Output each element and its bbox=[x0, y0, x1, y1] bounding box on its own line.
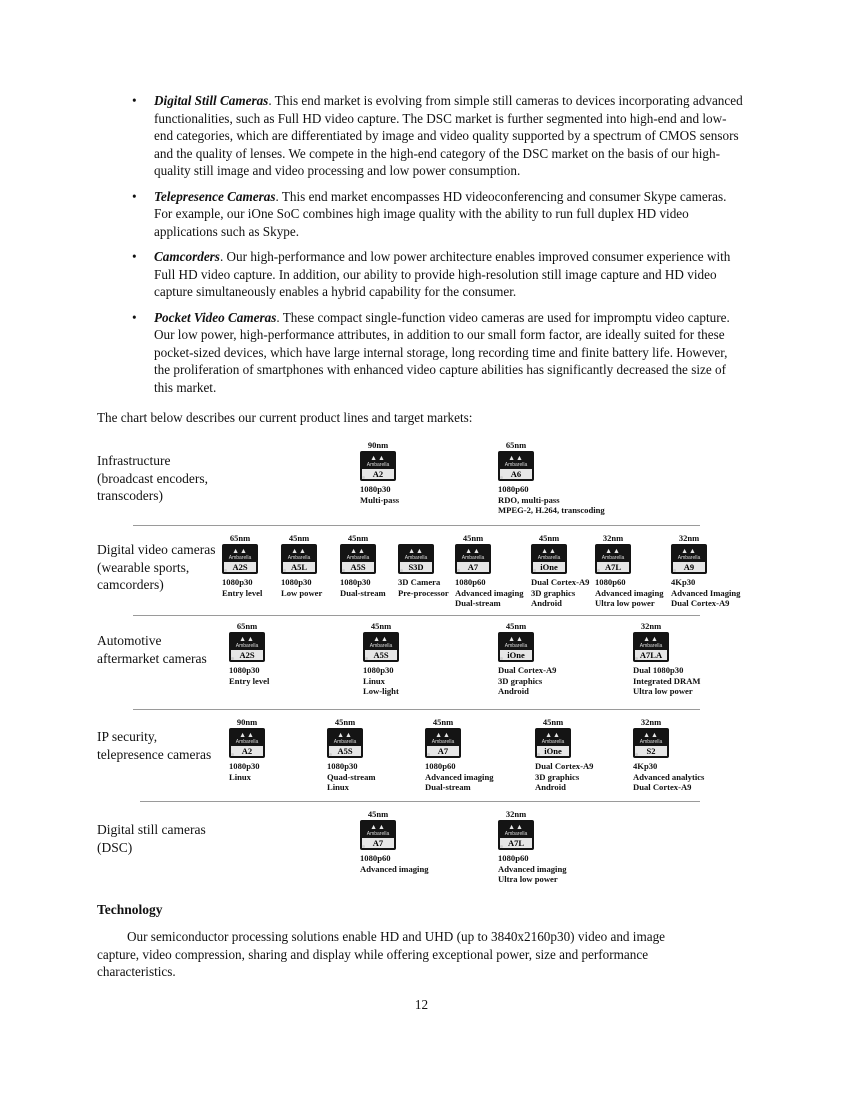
process-node: 45nm bbox=[334, 717, 356, 727]
process-node: 45nm bbox=[542, 717, 564, 727]
chip-package bbox=[535, 728, 571, 758]
chip-feature: Low-light bbox=[363, 686, 399, 696]
ambarella-logo-icon: ▲▲ bbox=[373, 635, 389, 643]
chip-feature: Multi-pass bbox=[360, 494, 400, 505]
chip-name: iOne bbox=[533, 562, 565, 572]
process-node: 45nm bbox=[367, 809, 389, 819]
chip-brand: Ambarella bbox=[677, 555, 701, 561]
chip-feature: Advanced imaging bbox=[360, 863, 429, 874]
pin-dot-icon bbox=[224, 569, 227, 572]
chip-package bbox=[498, 820, 534, 850]
chip-name: A2S bbox=[231, 650, 263, 660]
technology-body: Our semiconductor processing solutions enable HD and UHD (up to 3840x2160p30) video and image capture, video compression, sharing and display while offering exceptional power, size and performance characteristics. bbox=[97, 929, 666, 979]
chip-brand: Ambarella bbox=[504, 831, 528, 837]
bullet-text: . These compact single-function video cameras are used for impromptu video capture. Our low power, high-performance attributes, in addition to our small form factor, are ideally suited for these pocket-sized devices, which have large internal storage, long recording time and finite battery life. However, the proliferation of smartphones with enhanced video capture abilities has significantly decreased the size of this market. bbox=[154, 309, 730, 395]
ambarella-logo-icon: ▲▲ bbox=[681, 547, 697, 555]
chip-brand: Ambarella bbox=[366, 831, 390, 837]
pin-dot-icon bbox=[500, 657, 503, 660]
chip-features bbox=[498, 484, 638, 516]
chip-feature: 1080p60 bbox=[595, 577, 626, 587]
chip-name: A5L bbox=[283, 562, 315, 572]
pin-dot-icon bbox=[362, 845, 365, 848]
ambarella-logo-icon: ▲▲ bbox=[370, 823, 386, 831]
chip-brand: Ambarella bbox=[504, 643, 528, 649]
chip-package bbox=[498, 451, 534, 481]
chip-brand: Ambarella bbox=[601, 555, 625, 561]
market-row-label: Digital still cameras (DSC) bbox=[97, 822, 206, 855]
chip-card bbox=[498, 621, 638, 697]
chart-intro: The chart below describes our current product lines and target markets: bbox=[97, 410, 473, 425]
chip-brand: Ambarella bbox=[235, 739, 259, 745]
chip-features bbox=[671, 577, 811, 609]
process-node: 90nm bbox=[236, 717, 258, 727]
pin-dot-icon bbox=[231, 657, 234, 660]
chip-feature: Pre-processor bbox=[398, 587, 449, 598]
chip-card bbox=[360, 809, 500, 874]
ambarella-logo-icon: ▲▲ bbox=[232, 547, 248, 555]
chip-feature: Advanced imaging bbox=[455, 587, 524, 598]
chip-brand: Ambarella bbox=[346, 555, 370, 561]
pin-dot-icon bbox=[635, 753, 638, 756]
chip-name: iOne bbox=[537, 746, 569, 756]
chip-name: A5S bbox=[365, 650, 397, 660]
chip-card bbox=[633, 621, 773, 697]
ambarella-logo-icon: ▲▲ bbox=[239, 731, 255, 739]
chip-features bbox=[360, 484, 500, 505]
chip-package bbox=[633, 728, 669, 758]
chip-name: S3D bbox=[400, 562, 432, 572]
chip-package bbox=[222, 544, 258, 574]
chip-brand: Ambarella bbox=[404, 555, 428, 561]
chip-feature: Dual 1080p30 bbox=[633, 665, 684, 675]
chip-brand: Ambarella bbox=[504, 462, 528, 468]
process-node: 32nm bbox=[678, 533, 700, 543]
chip-name: A6 bbox=[500, 469, 532, 479]
chip-feature: 1080p60 bbox=[498, 484, 529, 494]
chip-feature: Android bbox=[531, 598, 562, 608]
chip-brand: Ambarella bbox=[541, 739, 565, 745]
row-divider bbox=[133, 525, 700, 526]
chip-feature: Dual Cortex-A9 bbox=[633, 782, 692, 792]
ambarella-logo-icon: ▲▲ bbox=[508, 454, 524, 462]
bullet-text: . This end market encompasses HD videoconferencing and consumer Skype cameras. For example, our iOne SoC combines high image quality with the ability to run full duplex HD video applications such as Skype. bbox=[154, 188, 727, 239]
bullet-pocket-video-cameras: • Pocket Video Cameras. These compact single-function video cameras are used for impromptu video capture. Our low power, high-performance attributes, in addition to our small form factor, are ideally suited for these pocket-sized devices, which have large internal storage, long recording time and finite battery life. However, the proliferation of smartphones with enhanced video capture abilities has significantly decreased the size of this market. bbox=[132, 309, 730, 395]
chip-feature: 3D graphics bbox=[535, 771, 580, 782]
ambarella-logo-icon: ▲▲ bbox=[370, 454, 386, 462]
chip-feature: Advanced Imaging bbox=[671, 587, 741, 598]
chip-name: S2 bbox=[635, 746, 667, 756]
pin-dot-icon bbox=[533, 569, 536, 572]
bullet-title: Pocket Video Cameras bbox=[154, 309, 277, 325]
chip-feature: Dual-stream bbox=[425, 782, 471, 792]
chip-feature: Quad-stream bbox=[327, 771, 376, 782]
chip-feature: Advanced imaging bbox=[595, 587, 664, 598]
chip-feature: 1080p60 bbox=[498, 853, 529, 863]
chip-brand: Ambarella bbox=[461, 555, 485, 561]
ambarella-logo-icon: ▲▲ bbox=[239, 635, 255, 643]
chip-feature: 1080p60 bbox=[455, 577, 486, 587]
chip-feature: Entry level bbox=[229, 675, 270, 686]
chip-feature: Advanced imaging bbox=[425, 771, 494, 782]
chip-name: A2 bbox=[362, 469, 394, 479]
row-divider bbox=[133, 615, 700, 616]
process-node: 90nm bbox=[367, 440, 389, 450]
chip-feature: Ultra low power bbox=[498, 874, 558, 884]
chip-feature: Dual-stream bbox=[455, 598, 501, 608]
chip-features bbox=[633, 665, 773, 697]
chip-brand: Ambarella bbox=[287, 555, 311, 561]
market-row-label: Infrastructure (broadcast encoders, transcoders) bbox=[97, 453, 208, 503]
bullet-digital-still-cameras: • Digital Still Cameras. This end market is evolving from simple still cameras to devices incorporating advanced functionalities, such as Full HD video capture. The DSC market is further segmented into high-end and low-end categories, which are differentiated by image and video quality supported by a spectrum of CMOS sensors and the quality of lenses. We compete in the high-end category of the DSC market on the basis of our high-quality still image and video processing and low power consumption. bbox=[132, 93, 743, 178]
chip-package bbox=[327, 728, 363, 758]
chip-card bbox=[671, 533, 811, 609]
chip-card bbox=[633, 717, 773, 793]
chip-feature: 1080p30 bbox=[229, 761, 260, 771]
chip-features bbox=[498, 665, 638, 697]
ambarella-logo-icon: ▲▲ bbox=[605, 547, 621, 555]
chip-card bbox=[498, 809, 638, 885]
chip-brand: Ambarella bbox=[369, 643, 393, 649]
chip-brand: Ambarella bbox=[333, 739, 357, 745]
chip-name: A7 bbox=[427, 746, 459, 756]
chip-feature: 1080p30 bbox=[222, 577, 253, 587]
chip-feature: 1080p30 bbox=[340, 577, 371, 587]
bullet-title: Telepresence Cameras bbox=[154, 188, 276, 204]
chip-name: A7L bbox=[597, 562, 629, 572]
chip-brand: Ambarella bbox=[366, 462, 390, 468]
pin-dot-icon bbox=[500, 845, 503, 848]
chip-package bbox=[531, 544, 567, 574]
ambarella-logo-icon: ▲▲ bbox=[408, 547, 424, 555]
process-node: 45nm bbox=[432, 717, 454, 727]
ambarella-logo-icon: ▲▲ bbox=[435, 731, 451, 739]
chip-name: iOne bbox=[500, 650, 532, 660]
chip-package bbox=[633, 632, 669, 662]
page-number: 12 bbox=[414, 997, 429, 1012]
chip-feature: 1080p60 bbox=[425, 761, 456, 771]
bullet-title: Digital Still Cameras bbox=[154, 93, 269, 108]
process-node: 32nm bbox=[640, 717, 662, 727]
chip-package bbox=[229, 728, 265, 758]
process-node: 45nm bbox=[347, 533, 369, 543]
pin-dot-icon bbox=[329, 753, 332, 756]
chip-features bbox=[360, 853, 500, 874]
chip-feature: Dual-stream bbox=[340, 587, 386, 598]
ambarella-logo-icon: ▲▲ bbox=[465, 547, 481, 555]
market-row-label: IP security, telepresence cameras bbox=[97, 729, 212, 762]
chip-name: A7 bbox=[362, 838, 394, 848]
chip-name: A2 bbox=[231, 746, 263, 756]
chip-feature: Linux bbox=[229, 771, 251, 782]
chip-package bbox=[360, 820, 396, 850]
process-node: 45nm bbox=[370, 621, 392, 631]
chip-brand: Ambarella bbox=[639, 739, 663, 745]
ambarella-logo-icon: ▲▲ bbox=[508, 823, 524, 831]
chip-feature: Android bbox=[535, 782, 566, 792]
process-node: 65nm bbox=[505, 440, 527, 450]
pin-dot-icon bbox=[635, 657, 638, 660]
market-bullet-list bbox=[132, 92, 744, 404]
chip-brand: Ambarella bbox=[235, 643, 259, 649]
row-divider bbox=[140, 801, 700, 802]
pin-dot-icon bbox=[400, 569, 403, 572]
chip-package bbox=[455, 544, 491, 574]
pin-dot-icon bbox=[362, 476, 365, 479]
process-node: 65nm bbox=[236, 621, 258, 631]
chip-name: A7L bbox=[500, 838, 532, 848]
process-node: 32nm bbox=[602, 533, 624, 543]
process-node bbox=[398, 533, 434, 544]
technology-heading: Technology bbox=[97, 902, 163, 917]
ambarella-logo-icon: ▲▲ bbox=[541, 547, 557, 555]
chip-package bbox=[595, 544, 631, 574]
chip-feature: 4Kp30 bbox=[671, 577, 696, 587]
chip-feature: 1080p60 bbox=[360, 853, 391, 863]
pin-dot-icon bbox=[342, 569, 345, 572]
chip-brand: Ambarella bbox=[537, 555, 561, 561]
chip-package bbox=[340, 544, 376, 574]
bullet-text: . This end market is evolving from simple still cameras to devices incorporating advanced functionalities, such as Full HD video capture. The DSC market is further segmented into high-end and low-end categories, which are differentiated by image and video quality supported by a spectrum of CMOS sensors and the quality of lenses. We compete in the high-end category of the DSC market on the basis of our high-quality still image and video processing and low power consumption. bbox=[154, 93, 743, 178]
chip-feature: Advanced imaging bbox=[498, 863, 567, 874]
pin-dot-icon bbox=[231, 753, 234, 756]
chip-feature: Advanced analytics bbox=[633, 771, 705, 782]
chip-package bbox=[229, 632, 265, 662]
chip-feature: 1080p30 bbox=[327, 761, 358, 771]
ambarella-logo-icon: ▲▲ bbox=[545, 731, 561, 739]
chip-feature: Dual Cortex-A9 bbox=[535, 761, 594, 771]
ambarella-logo-icon: ▲▲ bbox=[291, 547, 307, 555]
chip-feature: Low power bbox=[281, 587, 323, 598]
chip-brand: Ambarella bbox=[431, 739, 455, 745]
chip-feature: Linux bbox=[327, 782, 349, 792]
process-node: 32nm bbox=[505, 809, 527, 819]
chip-name: A7 bbox=[457, 562, 489, 572]
chip-feature: Dual Cortex-A9 bbox=[498, 665, 557, 675]
process-node: 65nm bbox=[229, 533, 251, 543]
chip-name: A5S bbox=[329, 746, 361, 756]
chip-package bbox=[671, 544, 707, 574]
chip-name: A2S bbox=[224, 562, 256, 572]
chip-package bbox=[363, 632, 399, 662]
ambarella-logo-icon: ▲▲ bbox=[643, 731, 659, 739]
market-row-label: Digital video cameras (wearable sports, camcorders) bbox=[97, 542, 216, 592]
bullet-title: Camcorders bbox=[154, 249, 220, 264]
pin-dot-icon bbox=[427, 753, 430, 756]
chip-features bbox=[498, 853, 638, 885]
chip-feature: RDO, multi-pass bbox=[498, 494, 560, 505]
bullet-telepresence-cameras: • Telepresence Cameras. This end market encompasses HD videoconferencing and consumer Skype cameras. For example, our iOne SoC combines high image quality with the ability to run full duplex HD video applications such as Skype. bbox=[132, 188, 727, 239]
chip-features bbox=[229, 665, 369, 686]
chip-feature: Dual Cortex-A9 bbox=[531, 577, 590, 587]
chip-name: A5S bbox=[342, 562, 374, 572]
pin-dot-icon bbox=[673, 569, 676, 572]
process-node: 45nm bbox=[288, 533, 310, 543]
chip-feature: 4Kp30 bbox=[633, 761, 658, 771]
pin-dot-icon bbox=[537, 753, 540, 756]
chip-brand: Ambarella bbox=[228, 555, 252, 561]
bullet-text: . Our high-performance and low power architecture enables improved consumer experience with Full HD video capture. In addition, our ability to provide high-resolution still image capture and HD video capture simultaneously enables a hybrid capability for the consumer. bbox=[154, 249, 731, 299]
chip-feature: Ultra low power bbox=[633, 686, 693, 696]
chip-card bbox=[229, 621, 369, 686]
pin-dot-icon bbox=[283, 569, 286, 572]
chip-package bbox=[425, 728, 461, 758]
row-divider bbox=[133, 709, 700, 710]
pin-dot-icon bbox=[500, 476, 503, 479]
ambarella-logo-icon: ▲▲ bbox=[508, 635, 524, 643]
chip-feature: 1080p30 bbox=[363, 665, 394, 675]
chip-feature: 1080p30 bbox=[281, 577, 312, 587]
chip-feature: 3D Camera bbox=[398, 577, 441, 587]
bullet-camcorders: • Camcorders. Our high-performance and low power architecture enables improved consumer experience with Full HD video capture. In addition, our ability to provide high-resolution still image capture and HD video capture simultaneously enables a hybrid capability for the consumer. bbox=[132, 249, 731, 299]
process-node: 45nm bbox=[538, 533, 560, 543]
chip-features bbox=[633, 761, 773, 793]
chip-feature: 1080p30 bbox=[229, 665, 260, 675]
chip-feature: MPEG-2, H.264, transcoding bbox=[498, 505, 605, 515]
chip-name: A7LA bbox=[635, 650, 667, 660]
chip-features bbox=[363, 665, 503, 697]
chip-feature: Android bbox=[498, 686, 529, 696]
chip-card bbox=[498, 440, 638, 516]
ambarella-logo-icon: ▲▲ bbox=[337, 731, 353, 739]
chip-feature: Dual Cortex-A9 bbox=[671, 598, 730, 608]
ambarella-logo-icon: ▲▲ bbox=[350, 547, 366, 555]
process-node: 45nm bbox=[462, 533, 484, 543]
process-node: 32nm bbox=[640, 621, 662, 631]
chip-package bbox=[498, 632, 534, 662]
market-row-label: Automotive aftermarket cameras bbox=[97, 633, 207, 666]
chip-feature: Linux bbox=[363, 675, 385, 686]
chip-brand: Ambarella bbox=[639, 643, 663, 649]
pin-dot-icon bbox=[597, 569, 600, 572]
chip-feature: 3D graphics bbox=[498, 675, 543, 686]
chip-feature: 3D graphics bbox=[531, 587, 576, 598]
ambarella-logo-icon: ▲▲ bbox=[643, 635, 659, 643]
chip-package bbox=[281, 544, 317, 574]
chip-feature: Ultra low power bbox=[595, 598, 655, 608]
chip-package bbox=[360, 451, 396, 481]
chip-feature: Entry level bbox=[222, 587, 263, 598]
chip-package bbox=[398, 544, 434, 574]
chip-name: A9 bbox=[673, 562, 705, 572]
process-node: 45nm bbox=[505, 621, 527, 631]
chip-feature: 1080p30 bbox=[360, 484, 391, 494]
chip-card bbox=[363, 621, 503, 697]
chip-card bbox=[360, 440, 500, 505]
pin-dot-icon bbox=[365, 657, 368, 660]
pin-dot-icon bbox=[457, 569, 460, 572]
chip-feature: Integrated DRAM bbox=[633, 675, 701, 686]
